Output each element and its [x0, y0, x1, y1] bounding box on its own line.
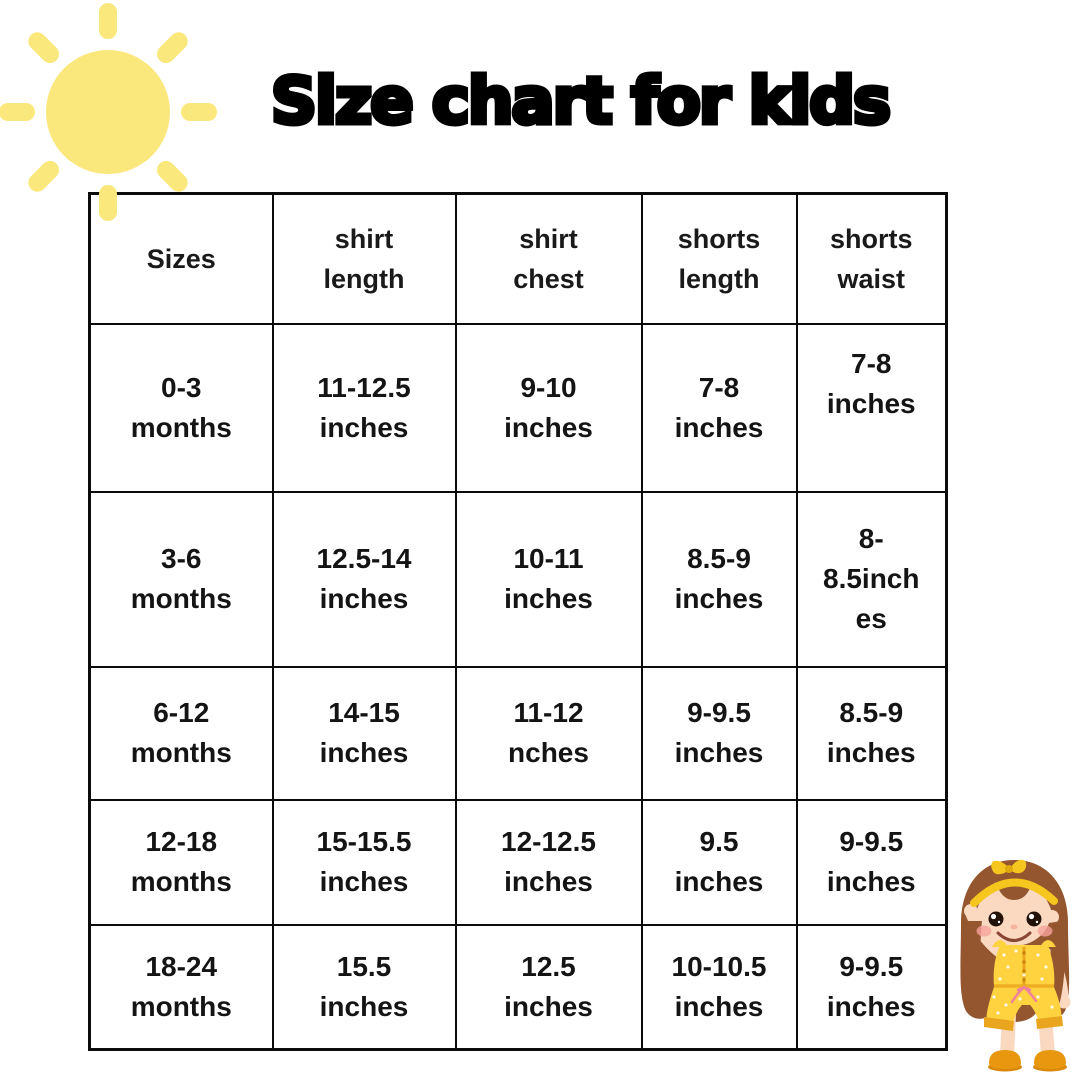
table-cell: 10-10.5 inches	[642, 925, 797, 1050]
girl-nose	[1011, 925, 1018, 930]
table-cell: 9-9.5 inches	[642, 667, 797, 800]
sun-icon	[0, 0, 230, 232]
table-row	[90, 492, 947, 667]
table-cell: 0-3 months	[90, 324, 273, 492]
table-cell: 12-18 months	[90, 800, 273, 925]
table-row	[90, 667, 947, 800]
girl-shoes	[988, 1050, 1067, 1072]
table-row	[90, 324, 947, 492]
table-row	[90, 800, 947, 925]
table-cell: 9.5 inches	[642, 800, 797, 925]
sun-disc	[46, 50, 170, 174]
table-cell: 9-9.5 inches	[797, 925, 947, 1050]
table-cell: 7-8 inches	[797, 324, 947, 492]
table-cell: 12.5-14 inches	[273, 492, 456, 667]
table-cell: 14-15 inches	[273, 667, 456, 800]
header-shirt-length: shirt length	[273, 194, 456, 324]
table-cell: 12.5 inches	[456, 925, 642, 1050]
table-cell: 15-15.5 inches	[273, 800, 456, 925]
table-cell: 11-12 nches	[456, 667, 642, 800]
header-shorts-length: shorts length	[642, 194, 797, 324]
header-sizes: Sizes	[90, 194, 273, 324]
table-cell: 10-11 inches	[456, 492, 642, 667]
table-cell: 18-24 months	[90, 925, 273, 1050]
table-cell: 7-8 inches	[642, 324, 797, 492]
table-cell: 15.5 inches	[273, 925, 456, 1050]
size-chart-table	[88, 192, 948, 1051]
table-cell: 3-6 months	[90, 492, 273, 667]
table-cell: 9-9.5 inches	[797, 800, 947, 925]
girl-illustration	[948, 855, 1080, 1077]
header-shirt-chest: shirt chest	[456, 194, 642, 324]
table-cell: 6-12 months	[90, 667, 273, 800]
page-title: Size chart for kids	[270, 65, 890, 139]
table-cell: 8.5-9 inches	[642, 492, 797, 667]
table-cell: 9-10 inches	[456, 324, 642, 492]
table-cell: 8- 8.5inch es	[797, 492, 947, 667]
table-cell: 12-12.5 inches	[456, 800, 642, 925]
header-shorts-waist: shorts waist	[797, 194, 947, 324]
table-cell: 11-12.5 inches	[273, 324, 456, 492]
table-cell: 8.5-9 inches	[797, 667, 947, 800]
table-row	[90, 925, 947, 1050]
